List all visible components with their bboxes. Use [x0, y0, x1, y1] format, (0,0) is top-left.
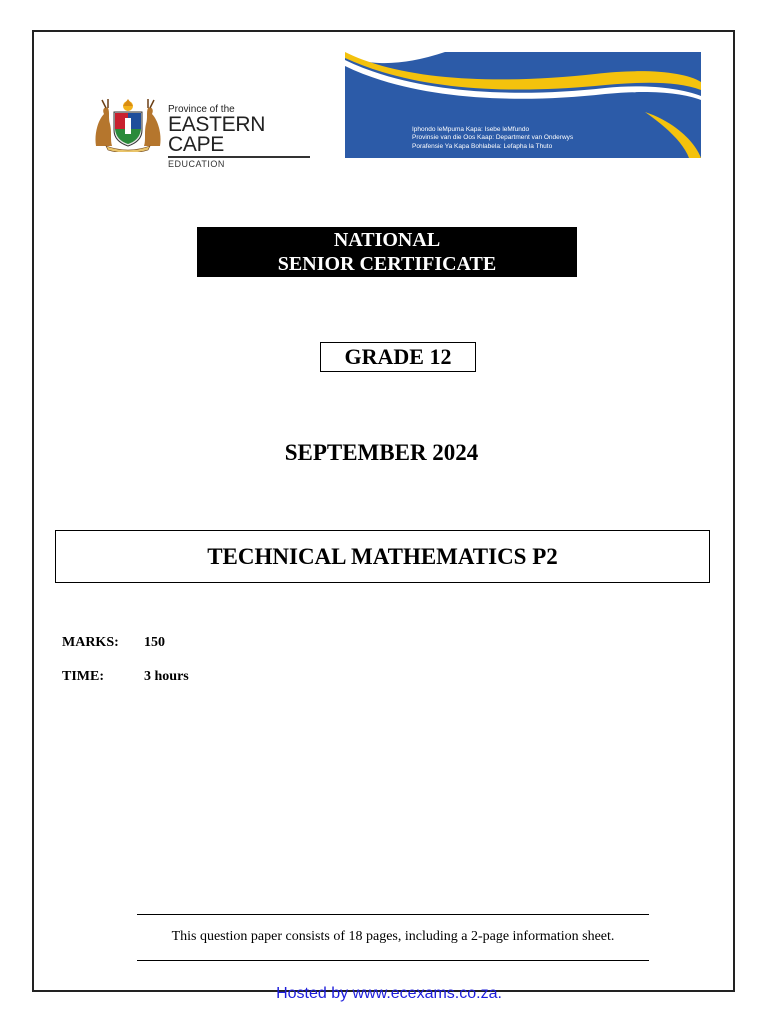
eastern-cape-logo — [92, 98, 317, 169]
grade-label: GRADE 12 — [320, 342, 476, 372]
logo-province-name: EASTERN CAPE — [168, 113, 266, 156]
marks-value: 150 — [144, 635, 165, 650]
marks-row — [62, 635, 165, 651]
page-count-note: This question paper consists of 18 pages, including a 2-page information sheet. — [171, 929, 615, 944]
certificate-title — [197, 227, 577, 277]
logo-department: EDUCATION — [168, 159, 225, 169]
time-value: 3 hours — [144, 669, 189, 684]
hosted-by-link[interactable]: Hosted by www.ecexams.co.za. — [276, 985, 502, 1002]
footer-rule-top — [137, 914, 649, 915]
banner-text — [412, 126, 573, 151]
logo-text — [168, 104, 317, 169]
time-label: TIME: — [62, 669, 104, 684]
time-row — [62, 669, 189, 685]
coat-of-arms-icon — [92, 98, 164, 152]
subject-title: TECHNICAL MATHEMATICS P2 — [55, 530, 710, 583]
footer-rule-bottom — [137, 960, 649, 961]
banner-line-afrikaans: Provinsie van die Oos Kaap: Department van Onderwys — [412, 134, 574, 142]
title-line-2: SENIOR CERTIFICATE — [277, 253, 497, 275]
banner-line-sotho: Porafensie Ya Kapa Bohlabela: Lefapha la Thuto — [412, 142, 553, 150]
marks-label: MARKS: — [62, 635, 119, 650]
logo-divider — [168, 156, 310, 158]
banner-line-xhosa: Iphondo leMpuma Kapa: Isebe leMfundo — [412, 126, 530, 133]
title-line-1: NATIONAL — [333, 229, 441, 251]
exam-date: SEPTEMBER 2024 — [284, 440, 479, 465]
page-border — [32, 30, 735, 992]
logo-province-label: Province of the — [168, 104, 235, 115]
